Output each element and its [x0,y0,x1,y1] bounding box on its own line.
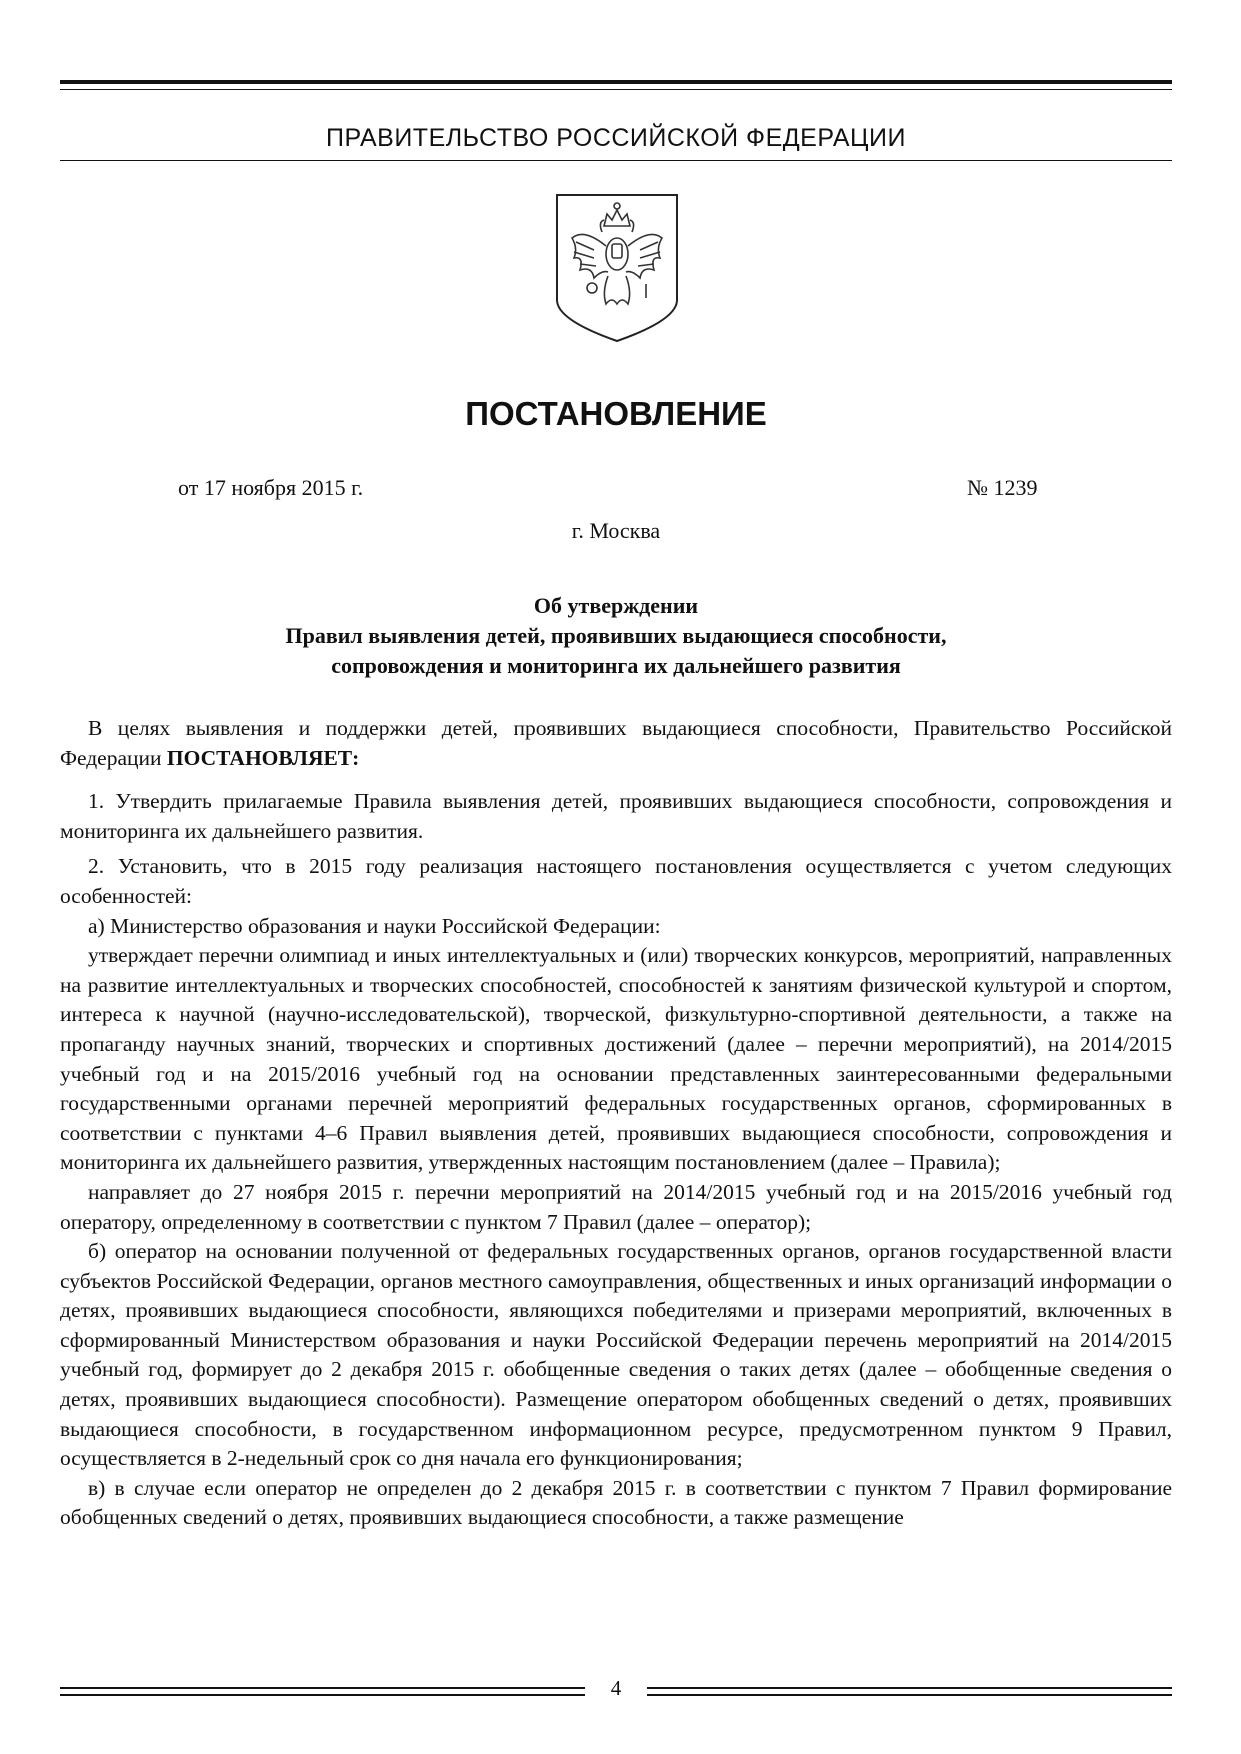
document-city: г. Москва [571,518,661,543]
title-line: Об утверждении [533,593,699,618]
preamble-text: В целях выявления и поддержки детей, проявивших выдающиеся способности, Правительство Российской Федерации [60,716,1172,770]
header-underline [60,160,1172,161]
top-rule-thin [60,89,1172,90]
document-type: ПОСТАНОВЛЕНИЕ [465,395,767,432]
footer-rule-left-inner [60,1694,585,1696]
top-rule-thick [60,80,1172,84]
document-title [60,591,1172,681]
russian-coat-of-arms-icon [554,192,680,344]
body-paragraph: 1. Утвердить прилагаемые Правила выявления детей, проявивших выдающиеся способности, сопровождения и мониторинга их дальнейшего развития. [60,789,1172,843]
government-header: ПРАВИТЕЛЬСТВО РОССИЙСКОЙ ФЕДЕРАЦИИ [326,124,906,152]
title-line: Правил выявления детей, проявивших выдающиеся способности, [285,623,947,648]
footer-rule-left [60,1687,585,1689]
body-paragraph: б) оператор на основании полученной от федеральных государственных органов, органов государственной власти субъектов Российской Федерации, органов местного самоуправления, общественных и иных организаций информации о детях, проявивших выдающиеся способности, являющихся победителями и призерами мероприятий, включенных в сформированный Министерством образования и науки Российской Федерации перечень мероприятий на 2014/2015 учебный год, формирует до 2 декабря 2015 г. обобщенные сведения о таких детях (далее – обобщенные сведения о детях, проявивших выдающиеся способности). Размещение оператором обобщенных сведений о детях, проявивших выдающиеся способности, в государственном информационном ресурсе, предусмотренном пунктом 9 Правил, осуществляется в 2-недельный срок со дня начала его функционирования; [60,1239,1172,1471]
body-paragraph: а) Министерство образования и науки Российской Федерации: [88,913,661,938]
body-paragraph: утверждает перечни олимпиад и иных интеллектуальных и (или) творческих конкурсов, мероприятий, направленных на развитие интеллектуальных и творческих способностей, способностей к занятиям физической культурой и спортом, интереса к научной (научно-исследовательской), творческой, физкультурно-спортивной деятельности, а также на пропаганду научных знаний, творческих и спортивных достижений (далее – перечни мероприятий), на 2014/2015 учебный год и на 2015/2016 учебный год на основании представленных заинтересованными федеральными государственными органами перечней мероприятий федеральных государственных органов, сформированных в соответствии с пунктами 4–6 Правил выявления детей, проявивших выдающиеся способности, сопровождения и мониторинга их дальнейшего развития, утвержденных настоящим постановлением (далее – Правила); [60,943,1172,1175]
preamble-resolution: ПОСТАНОВЛЯЕТ: [166,745,360,770]
page-number: 4 [610,1676,622,1700]
body-paragraph: в) в случае если оператор не определен до 2 декабря 2015 г. в соответствии с пунктом 7 Правил формирование обобщенных сведений о детях, проявивших выдающиеся способности, а также размещение [60,1475,1172,1530]
body-paragraph: направляет до 27 ноября 2015 г. перечни мероприятий на 2014/2015 учебный год и на 2015/2016 учебный год оператору, определенному в соответствии с пунктом 7 Правил (далее – оператор); [60,1179,1172,1234]
document-date: от 17 ноября 2015 г. [178,475,364,500]
document-number: № 1239 [967,475,1038,500]
title-line: сопровождения и мониторинга их дальнейшего развития [331,653,901,678]
footer-rule-right [647,1687,1172,1689]
document-body [60,714,1172,1533]
preamble-paragraph [60,714,1172,773]
footer-rule-right-inner [647,1694,1172,1696]
body-paragraph: 2. Установить, что в 2015 году реализация настоящего постановления осуществляется с учетом следующих особенностей: [60,854,1172,908]
